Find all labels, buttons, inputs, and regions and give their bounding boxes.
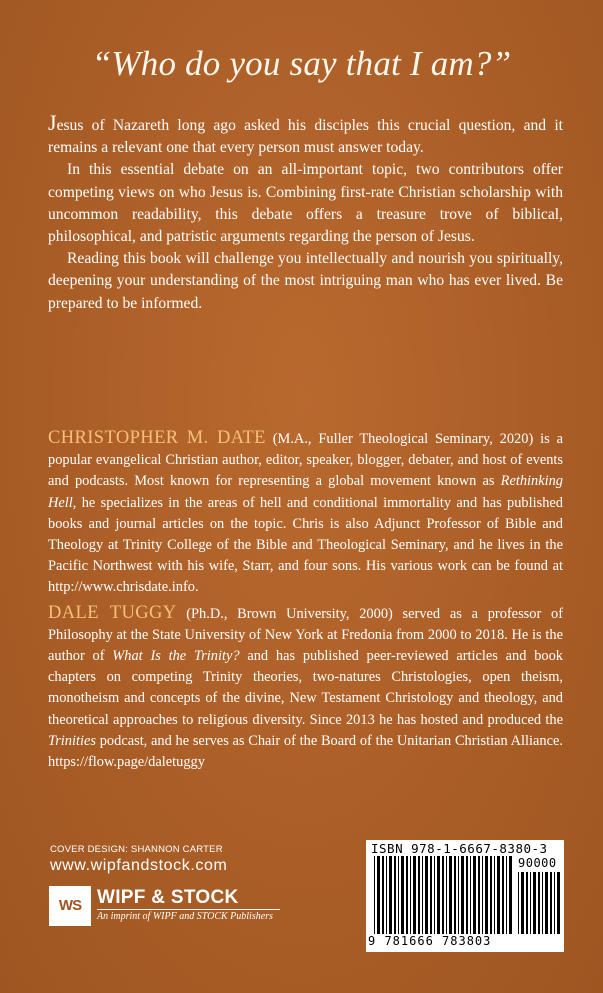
author-name-tuggy: DALE TUGGY (48, 602, 177, 623)
bio-tuggy-text-3: podcast, and he serves as Chair of the Board of the Unitarian Christian Alliance. https://flow.page/daletuggy (48, 732, 563, 771)
bio-tuggy (48, 603, 563, 774)
publisher-website: www.wipfandstock.com (50, 857, 228, 874)
bio-date-text-1: (M.A., Fuller Theological Seminary, 2020) is a popular evangelical Christian author, editor, speaker, blogger, debater, and host of events and podcasts. Most known for representing a global movement known as (48, 431, 563, 490)
author-bios (48, 428, 563, 773)
ean-number: 9 781666 783803 (368, 934, 492, 948)
isbn-number: ISBN 978-1-6667-8380-3 (371, 841, 548, 856)
logo-mark-icon: WS (49, 886, 91, 926)
tagline-quote: “Who do you say that I am?” (91, 44, 512, 83)
logo-divider (97, 909, 280, 910)
publisher-logo (49, 886, 289, 926)
author-name-date: CHRISTOPHER M. DATE (48, 428, 266, 448)
price-code: 90000 (518, 856, 557, 870)
blurb-paragraph-3: Reading this book will challenge you intellectually and nourish you spiritually, deepening your understanding of the most intriguing man who has ever lived. Be prepared to be informed. (48, 250, 563, 312)
addon-barcode-bars-icon (518, 872, 560, 934)
isbn-barcode (366, 840, 564, 952)
blurb-paragraph-1 (48, 112, 563, 159)
blurb-paragraph-1-text: esus of Nazareth long ago asked his disciples this crucial question, and it remains a relevant one that every person must answer today. (48, 117, 563, 157)
cover-design-credit: COVER DESIGN: SHANNON CARTER (50, 844, 223, 855)
bio-tuggy-italic-2: Trinities (48, 732, 96, 749)
blurb (48, 112, 563, 315)
barcode-bars-icon (374, 856, 514, 934)
bio-date (48, 428, 563, 599)
bio-date-text-2: , he specializes in the areas of hell and conditional immortality and has published books and journal articles on the topic. Chris is also Adjunct Professor of Bible and Theology at Trinity College of the Bible and Theological Seminary, and he lives in the Pacific Northwest with his wife, Starr, and four sons. His various work can be found at http://www.chrisdate.info. (48, 494, 563, 596)
blurb-paragraph-2: In this essential debate on an all-important topic, two contributors offer competing views on who Jesus is. Combining first-rate Christian scholarship with uncommon readability, this debate offers a treasure trove of biblical, philosophical, and patristic arguments regarding the person of Jesus. (48, 161, 563, 246)
bio-tuggy-text-1: (Ph.D., Brown University, 2000) served as a professor of Philosophy at the State University of New York at Fredonia from 2000 to 2018. He is the author of (48, 605, 563, 665)
blurb-initial: J (48, 110, 57, 135)
logo-imprint: An imprint of WIPF and STOCK Publishers (97, 911, 273, 922)
logo-name: WIPF & STOCK (97, 887, 239, 908)
bio-tuggy-italic-1: What Is the Trinity? (112, 648, 240, 665)
bio-tuggy-text-2: and has published peer-reviewed articles and book chapters on competing Trinity theories, two-natures Christologies, open theism, monotheism and concepts of the divine, New Testament Christology and theology, and theoretical approaches to religious diversity. Since 2013 he has hosted and produced the (48, 648, 563, 728)
bio-date-italic: Rethinking Hell (48, 473, 563, 511)
